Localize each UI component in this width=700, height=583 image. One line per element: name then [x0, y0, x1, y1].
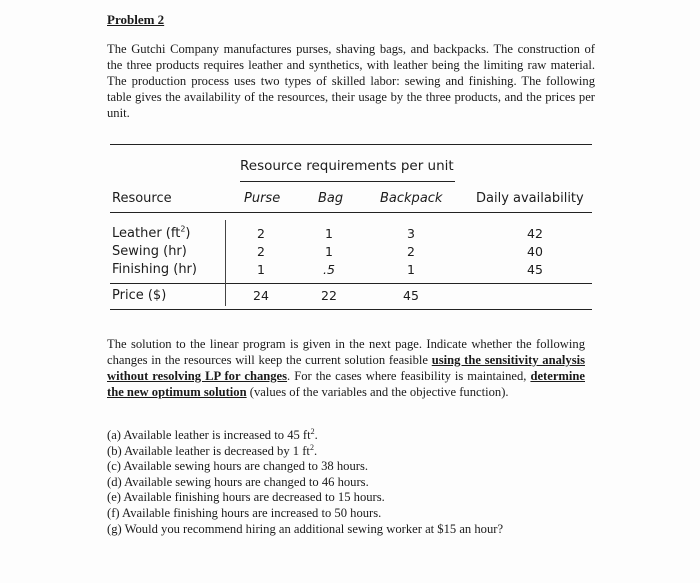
- cell-leather-backpack: 3: [407, 226, 415, 241]
- cell-leather-bag: 1: [325, 226, 333, 241]
- question-item: (a) Available leather is increased to 45 $ft^2$.: [107, 426, 318, 442]
- cell-leather-daily: 42: [527, 226, 543, 241]
- cell-sewing-backpack: 2: [407, 244, 415, 259]
- question-item: (b) Available leather is decreased by 1 $ft^2$.: [107, 442, 318, 458]
- price-rule: [110, 283, 592, 284]
- cell-sewing-bag: 1: [325, 244, 333, 259]
- cell-finishing-daily: 45: [527, 262, 543, 277]
- intro-paragraph: The Gutchi Company manufactures purses, shaving bags, and backpacks. The construction of the three products requires leather and synthetics, with leather being the limiting raw material. The production process uses two types of skilled labor: sewing and finishing. The following table gives the availability of the resources, their usage by the three products, and the prices per unit.: [107, 42, 595, 120]
- row-label-leather: Leather $(ft^2)$: [112, 224, 191, 241]
- question-list: [107, 428, 503, 537]
- table-bottom-rule: [110, 309, 592, 310]
- cell-price-purse: 24: [253, 288, 269, 303]
- cell-price-backpack: 45: [403, 288, 419, 303]
- question-item: (f) Available finishing hours are increased to 50 hours.: [107, 505, 382, 520]
- header-daily-availability: Daily availability: [476, 191, 584, 206]
- problem-title: Problem 2: [107, 12, 165, 27]
- cell-sewing-daily: 40: [527, 244, 543, 259]
- question-item: (g) Would you recommend hiring an additional sewing worker at $15 an hour?: [107, 521, 504, 536]
- question-item: (d) Available sewing hours are changed to 46 hours.: [107, 474, 369, 489]
- super-header-rule: [240, 181, 455, 182]
- cell-sewing-purse: 2: [257, 244, 265, 259]
- question-item: (c) Available sewing hours are changed to 38 hours.: [107, 459, 369, 474]
- cell-leather-purse: 2: [257, 226, 265, 241]
- cell-finishing-bag: .5: [323, 262, 335, 277]
- header-purse: Purse: [244, 191, 281, 206]
- cell-finishing-purse: 1: [257, 262, 265, 277]
- row-label-price: Price ($): [112, 288, 167, 303]
- cell-price-bag: 22: [321, 288, 337, 303]
- header-bag: Bag: [318, 191, 344, 206]
- question-item: (e) Available finishing hours are decreased to 15 hours.: [107, 490, 385, 505]
- row-label-sewing: Sewing (hr): [112, 244, 187, 259]
- solution-paragraph: The solution to the linear program is given in the next page. Indicate whether the following changes in the resources will keep the current solution feasible using the sensitivity analysis without resolving LP for changes. For the cases where feasibility is maintained, determine the new optimum solution (values of the variables and the objective function).: [107, 337, 585, 399]
- table-super-header: Resource requirements per unit: [240, 158, 454, 174]
- header-resource: Resource: [112, 191, 172, 206]
- table-top-rule: [110, 144, 592, 145]
- row-label-finishing: Finishing (hr): [112, 262, 197, 277]
- header-rule: [110, 212, 592, 213]
- cell-finishing-backpack: 1: [407, 262, 415, 277]
- label-column-divider: [225, 220, 226, 306]
- header-backpack: Backpack: [380, 191, 443, 206]
